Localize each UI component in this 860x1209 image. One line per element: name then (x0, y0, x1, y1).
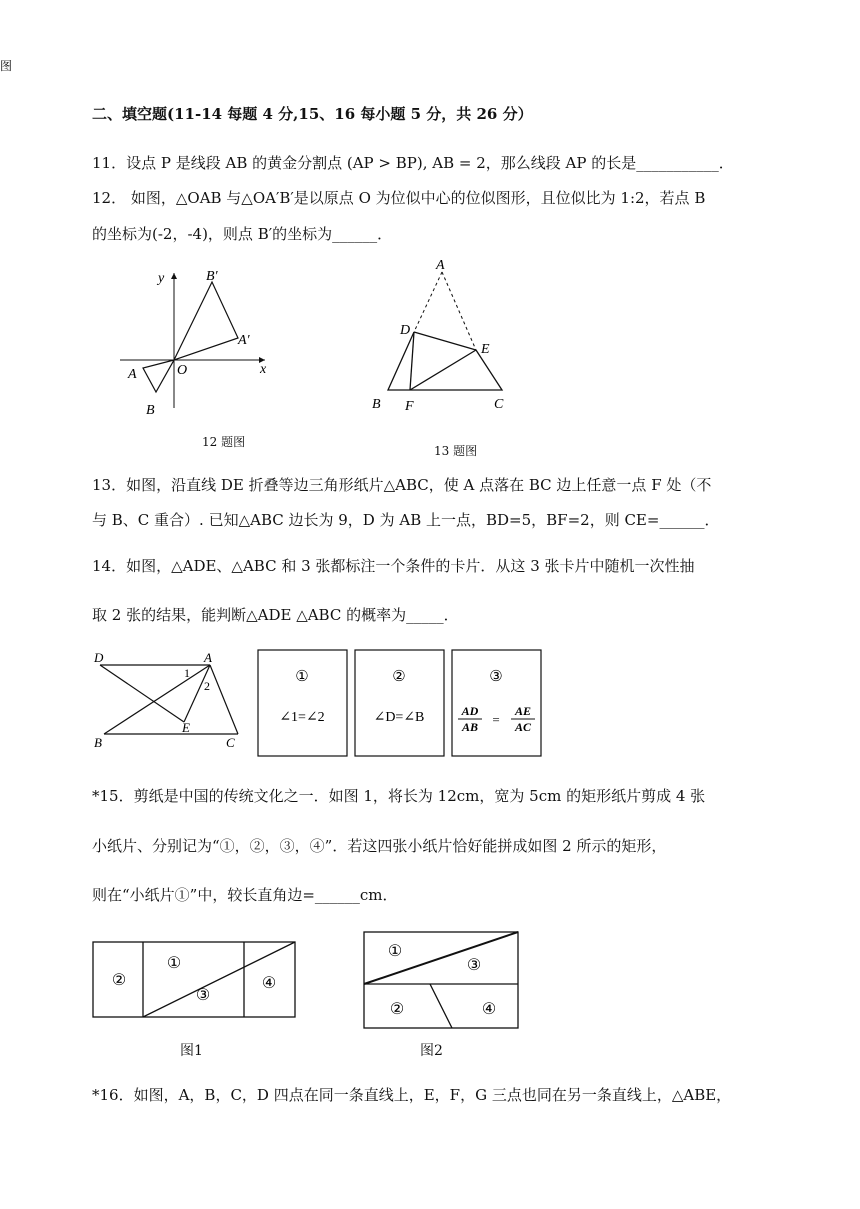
card-2 (355, 650, 444, 756)
fig1-piece-4: ④ (261, 975, 277, 992)
figure-14-triangles (92, 650, 252, 750)
fig1-piece-3: ③ (195, 987, 211, 1004)
label-b: B (372, 397, 381, 412)
label-a: A (436, 258, 445, 273)
question-13-line-2: 与 B、C 重合）. 已知△ABC 边长为 9，D 为 AB 上一点，BD=5，BF=2，则 CE=______． (92, 511, 720, 529)
figure-12-caption: 12 题图 (202, 435, 246, 449)
fig1-piece-1: ① (166, 955, 182, 972)
question-12-line-2: 的坐标为(-2，-4)，则点 B′的坐标为______． (92, 225, 393, 243)
line-fe (410, 350, 476, 390)
figure-12 (110, 268, 310, 428)
card-1 (258, 650, 347, 756)
line-de (100, 665, 184, 722)
card-3-fraction-2-bottom: AC (514, 720, 532, 734)
triangle-oab (143, 360, 174, 392)
card-3 (452, 650, 541, 756)
fig2-piece-2: ② (389, 1001, 405, 1018)
card-3-equals: = (492, 712, 500, 727)
question-14-line-2: 取 2 张的结果，能判断△ADE △ABC 的概率为_____． (92, 606, 459, 624)
label-c: C (494, 397, 504, 412)
label-e: E (481, 342, 490, 357)
card-3-fraction-1-bottom: AB (461, 720, 479, 734)
card-2-number: ② (392, 669, 406, 685)
triangle-oab-prime (174, 282, 238, 360)
fig2-piece-4: ④ (481, 1001, 497, 1018)
label-b-prime: B′ (206, 269, 218, 284)
label-c: C (226, 735, 235, 750)
question-12-line-1: 12． 如图，△OAB 与△OA′B′是以原点 O 为位似中心的位似图形，且位似比为 1:2，若点 B (92, 189, 706, 207)
figure-15-1-caption: 图1 (180, 1043, 203, 1059)
line-de (414, 332, 476, 350)
fig2-slant-cut (430, 984, 452, 1028)
label-d: D (400, 323, 411, 338)
question-14-line-1: 14．如图，△ADE、△ABC 和 3 张都标注一个条件的卡片．从这 3 张卡片中随机一次性抽 (92, 557, 695, 575)
card-3-fraction-2-top: AE (514, 704, 532, 718)
fold-edge-ad (414, 272, 442, 332)
question-16-line-1: *16．如图，A，B，C，D 四点在同一条直线上，E，F，G 三点也同在另一条直线上，△ABE， (92, 1086, 732, 1104)
fig2-piece-3: ③ (466, 957, 482, 974)
question-15-line-1: *15．剪纸是中国的传统文化之一．如图 1，将长为 12cm，宽为 5cm 的矩形纸片剪成 4 张 (92, 787, 706, 805)
figure-13 (368, 258, 518, 418)
top-fragment: 图 (0, 59, 13, 73)
fig1-piece-2: ② (111, 972, 127, 989)
angle-label-2: 2 (204, 679, 210, 693)
question-13-line-1: 13．如图，沿直线 DE 折叠等边三角形纸片△ABC，使 A 点落在 BC 边上任意一点 F 处（不 (92, 476, 712, 494)
figure-15-2-caption: 图2 (420, 1043, 443, 1059)
section-heading: 二、填空题(11-14 每题 4 分,15、16 每小题 5 分，共 26 分） (92, 105, 533, 123)
card-2-condition: ∠D=∠B (373, 710, 425, 725)
label-o: O (177, 363, 188, 378)
card-1-condition: ∠1=∠2 (279, 710, 325, 725)
question-11: 11．设点 P 是线段 AB 的黄金分割点 (AP > BP), AB = 2，那么线段 AP 的长是___________． (92, 154, 734, 172)
question-15-line-2: 小纸片、分别记为“①，②，③，④”．若这四张小纸片恰好能拼成如图 2 所示的矩形， (92, 837, 667, 855)
label-b: B (94, 735, 102, 750)
label-y: y (158, 271, 165, 286)
angle-label-1: 1 (184, 666, 190, 680)
label-d: D (94, 650, 104, 665)
label-a: A (204, 650, 212, 665)
label-x: x (260, 362, 267, 377)
question-15-line-3: 则在“小纸片①”中，较长直角边=______cm． (92, 886, 398, 904)
label-a: A (128, 367, 137, 382)
label-b: B (146, 403, 155, 418)
figure-15-1 (92, 940, 298, 1020)
card-3-number: ③ (489, 669, 503, 685)
figure-13-caption: 13 题图 (434, 444, 478, 458)
card-1-number: ① (295, 669, 309, 685)
line-ac (210, 665, 238, 734)
figure-14-cards (257, 649, 547, 761)
card-3-fraction-1-top: AD (461, 704, 479, 718)
label-f: F (405, 399, 414, 414)
label-e: E (182, 720, 190, 735)
fold-edge-ae (442, 272, 476, 350)
figure-15-2 (362, 930, 522, 1032)
fig2-piece-1: ① (387, 943, 403, 960)
label-a-prime: A′ (238, 333, 250, 348)
